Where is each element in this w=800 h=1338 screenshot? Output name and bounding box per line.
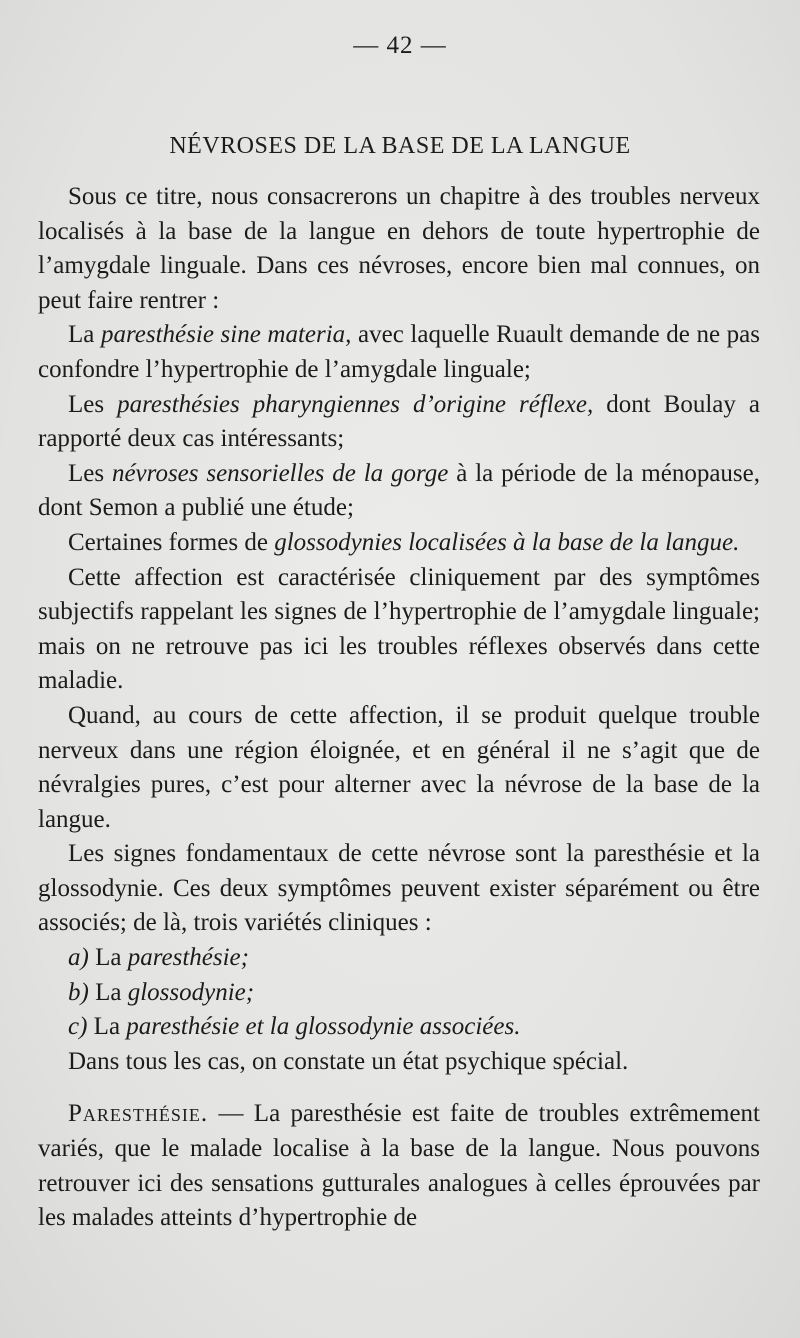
paragraph-6: Cette affection est caractérisée cliniquement par des symptômes subjectifs rappelant les signes de l’hypertrophie de l’amygdale linguale; mais on ne retrouve pas ici les troubles réflexes observés dans cette maladie. <box>38 563 760 695</box>
list-item-c: c) La paresthésie et la glossodynie associées. <box>68 1013 521 1041</box>
list-item-a: a) La paresthésie; <box>68 944 249 972</box>
list-item-b: b) La glossodynie; <box>68 978 255 1006</box>
paragraph-7: Quand, au cours de cette affection, il se produit quelque trouble nerveux dans une région éloignée, et en général il ne s’agit que de névralgies pures, c’est pour alterner avec la névrose de la base de la langue. <box>38 701 760 833</box>
paragraph-1: Sous ce titre, nous consacrerons un chapitre à des troubles nerveux localisés à la base de la langue en dehors de toute hypertrophie de l’amygdale linguale. Dans ces névroses, encore bien mal connues, on peut faire rentrer : <box>38 183 760 314</box>
paragraph-8: Les signes fondamentaux de cette névrose sont la paresthésie et la glossodynie. Ces deux symptômes peuvent exister séparément ou être associés; de là, trois variétés cliniques : <box>38 840 760 937</box>
paragraph-4: Les névroses sensorielles de la gorge à la période de la ménopause, dont Semon a publié une étude; <box>38 459 760 522</box>
body-text <box>38 180 760 1236</box>
paragraph-2: La paresthésie sine materia, avec laquelle Ruault demande de ne pas confondre l’hypertrophie de l’amygdale linguale; <box>38 321 760 383</box>
paragraph-3: Les paresthésies pharyngiennes d’origine réflexe, dont Boulay a rapporté deux cas intéressants; <box>38 390 760 453</box>
paragraph-9: Dans tous les cas, on constate un état psychique spécial. <box>68 1047 629 1075</box>
paragraph-5: Certaines formes de glossodynies localisées à la base de la langue. <box>68 528 740 556</box>
chapter-title: NÉVROSES DE LA BASE DE LA LANGUE <box>169 133 631 159</box>
paragraph-10: Paresthésie. — La paresthésie est faite de troubles extrêmement variés, que le malade localise à la base de la langue. Nous pouvons retrouver ici des sensations gutturales analogues à celles éprouvées par les malades atteints d’hypertrophie de <box>38 1100 760 1232</box>
section-heading: Paresthésie. <box>68 1100 209 1128</box>
page-number: — 42 — <box>353 32 447 59</box>
